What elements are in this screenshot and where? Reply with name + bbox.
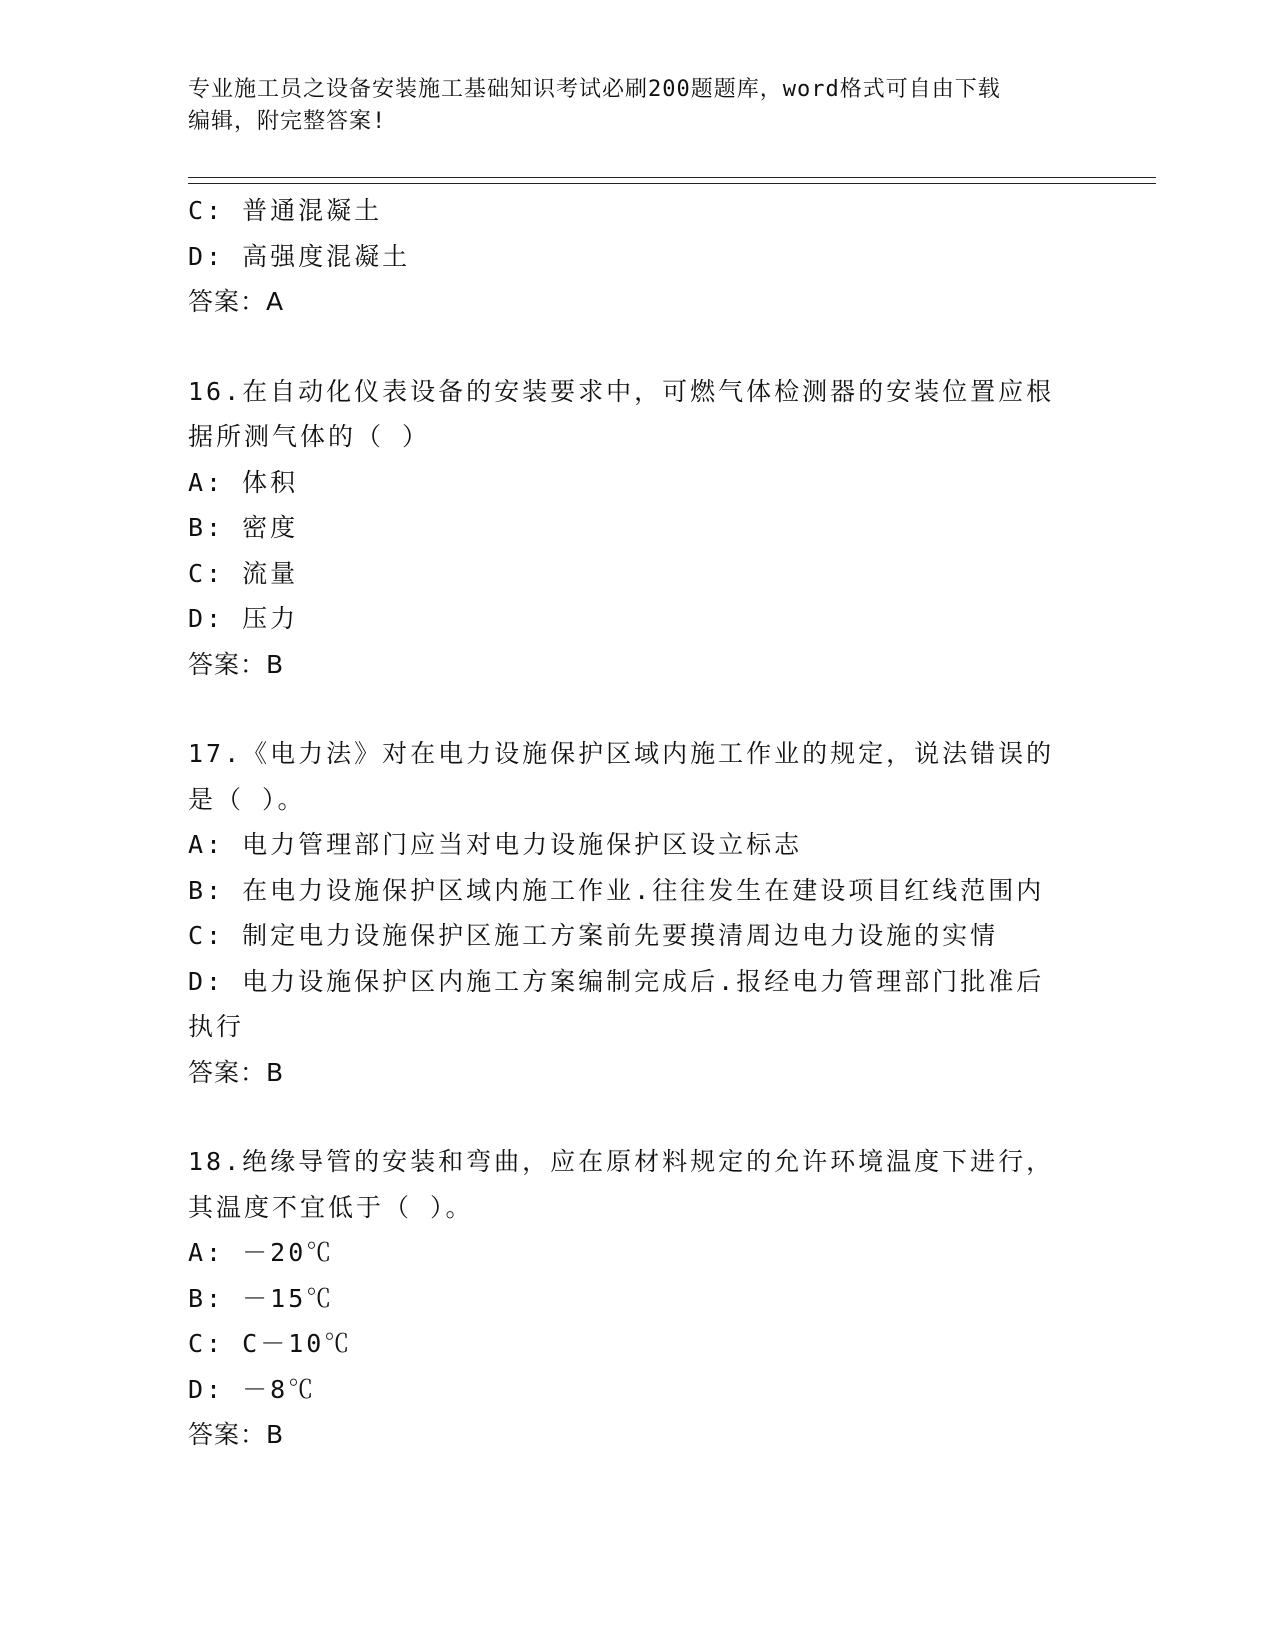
header-title-line-2: 编辑，附完整答案! bbox=[188, 109, 387, 134]
question-18 bbox=[188, 1139, 1088, 1458]
option-b: B: －15℃ bbox=[188, 1283, 335, 1313]
option-d: D: 电力设施保护区内施工方案编制完成后.报经电力管理部门批准后 bbox=[188, 966, 1045, 996]
option-a: A: －20℃ bbox=[188, 1238, 335, 1267]
header-divider-bottom bbox=[188, 183, 1156, 184]
option-b: B: 密度 bbox=[188, 513, 299, 542]
spacer bbox=[188, 1095, 1088, 1139]
question-stem-line-1: 16.在自动化仪表设备的安装要求中，可燃气体检测器的安装位置应根 bbox=[188, 376, 1055, 406]
header-divider-top bbox=[188, 177, 1156, 178]
option-c: C: 制定电力设施保护区施工方案前先要摸清周边电力设施的实情 bbox=[188, 921, 999, 950]
option-a: A: 电力管理部门应当对电力设施保护区设立标志 bbox=[188, 830, 803, 859]
answer-label: 答案：A bbox=[188, 287, 285, 316]
option-d: D: －8℃ bbox=[188, 1374, 317, 1404]
question-15-continuation bbox=[188, 188, 1088, 325]
option-d: D: 高强度混凝土 bbox=[188, 241, 411, 271]
question-16 bbox=[188, 369, 1088, 688]
option-d: D: 压力 bbox=[188, 604, 299, 633]
spacer bbox=[188, 325, 1088, 369]
header-title-line-1: 专业施工员之设备安装施工基础知识考试必刷200题题库，word格式可自由下载 bbox=[188, 77, 1001, 102]
option-d-continuation: 执行 bbox=[188, 1012, 245, 1041]
answer-label: 答案：B bbox=[188, 1057, 285, 1087]
question-stem-line-2: 据所测气体的（ ） bbox=[188, 422, 431, 451]
document-header bbox=[188, 74, 1068, 138]
question-stem-line-2: 是（ ）。 bbox=[188, 784, 306, 814]
option-c: C: 流量 bbox=[188, 558, 299, 588]
spacer bbox=[188, 687, 1088, 731]
question-stem-line-1: 17.《电力法》对在电力设施保护区域内施工作业的规定，说法错误的 bbox=[188, 739, 1055, 768]
question-stem-line-1: 18.绝缘导管的安装和弯曲，应在原材料规定的允许环境温度下进行， bbox=[188, 1147, 1055, 1176]
option-b: B: 在电力设施保护区域内施工作业.往往发生在建设项目红线范围内 bbox=[188, 875, 1045, 905]
answer-label: 答案：B bbox=[188, 1420, 285, 1449]
option-c: C: 普通混凝土 bbox=[188, 196, 383, 225]
question-stem-line-2: 其温度不宜低于（ ）。 bbox=[188, 1192, 474, 1222]
option-c: C: C－10℃ bbox=[188, 1329, 353, 1358]
question-17 bbox=[188, 731, 1088, 1095]
document-body bbox=[188, 188, 1088, 1458]
option-a: A: 体积 bbox=[188, 467, 299, 497]
answer-label: 答案：B bbox=[188, 649, 285, 679]
